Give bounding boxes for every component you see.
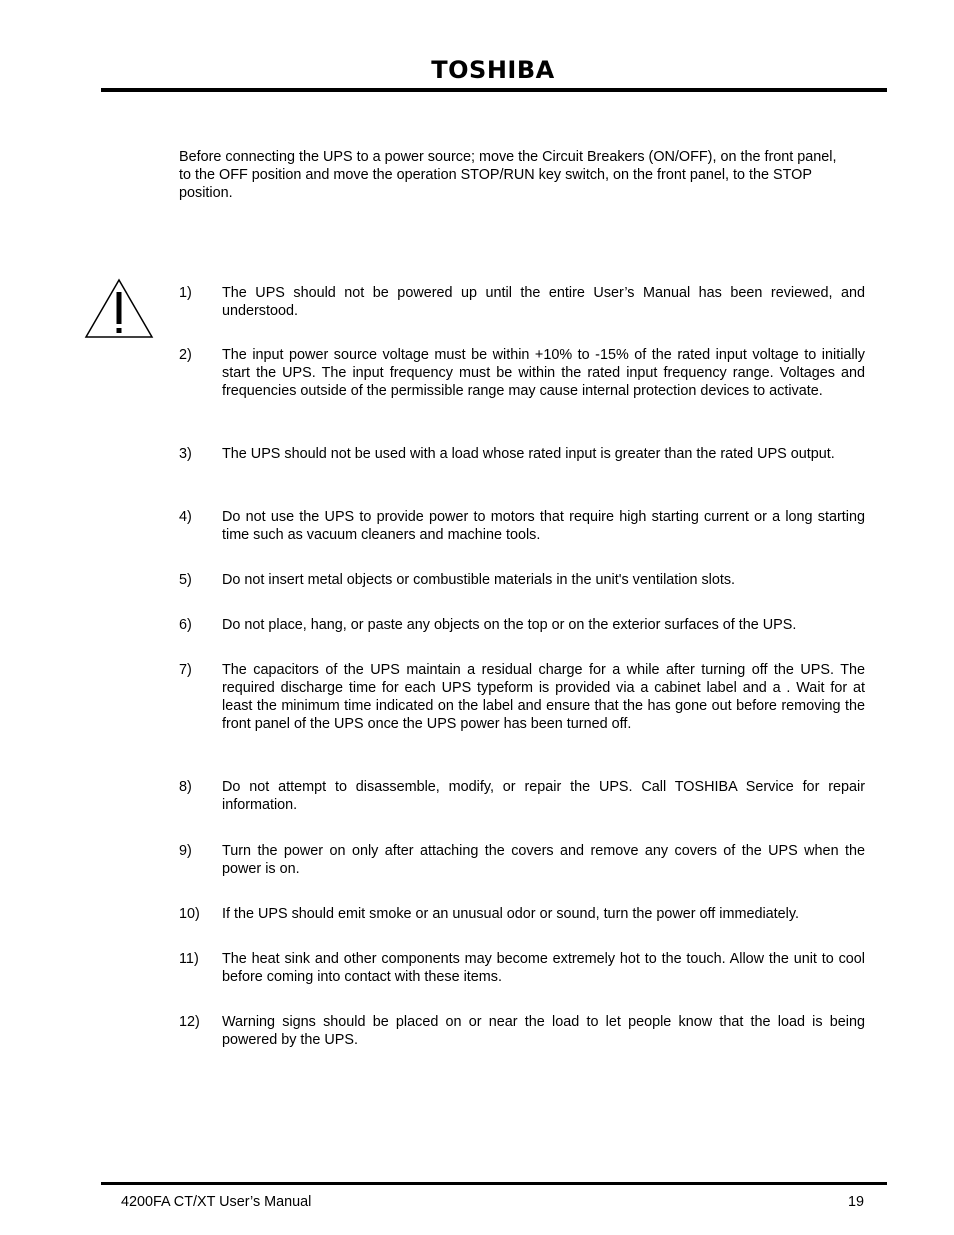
item-number: 10) (179, 906, 200, 922)
footer-rule (101, 1182, 887, 1185)
item-text: The UPS should not be powered up until the entire User’s Manual has been reviewed, and understood. (222, 285, 865, 319)
footer-manual-title: 4200FA CT/XT User’s Manual (121, 1194, 312, 1210)
item-text: The UPS should not be used with a load whose rated input is greater than the rated UPS output. (222, 446, 835, 462)
item-number: 3) (179, 446, 192, 462)
item-text: Do not insert metal objects or combustible materials in the unit's ventilation slots. (222, 572, 736, 588)
header-rule (101, 88, 887, 92)
intro-paragraph: Before connecting the UPS to a power source; move the Circuit Breakers (ON/OFF), on the front panel, to the OFF position and move the operation STOP/RUN key switch, on the front panel, to the STOP position. (179, 149, 837, 201)
item-number: 9) (179, 843, 192, 859)
toshiba-logo: TOSHIBA (431, 56, 555, 84)
item-text: Do not use the UPS to provide power to motors that require high starting current or a long starting time such as vacuum cleaners and machine tools. (222, 509, 865, 543)
item-number: 7) (179, 662, 192, 678)
item-number: 1) (179, 285, 192, 301)
item-text: If the UPS should emit smoke or an unusual odor or sound, turn the power off immediately. (222, 906, 799, 922)
item-number: 6) (179, 617, 192, 633)
item-text: The input power source voltage must be within +10% to -15% of the rated input voltage to initially start the UPS. The input frequency must be within the rated input frequency range. Voltages and frequencies outside of the permissible range may cause internal protection devices to activate. (222, 347, 865, 399)
item-number: 4) (179, 509, 192, 525)
item-number: 8) (179, 779, 192, 795)
item-text: Do not attempt to disassemble, modify, or repair the UPS. Call TOSHIBA Service for repair information. (222, 779, 865, 813)
item-text: Warning signs should be placed on or near the load to let people know that the load is being powered by the UPS. (222, 1014, 865, 1048)
page-number: 19 (847, 1194, 864, 1210)
caution-triangle-icon (84, 278, 154, 340)
item-number: 12) (179, 1014, 200, 1030)
item-text: Do not place, hang, or paste any objects on the top or on the exterior surfaces of the UPS. (222, 617, 797, 633)
item-number: 11) (179, 951, 199, 967)
item-text: Turn the power on only after attaching the covers and remove any covers of the UPS when the power is on. (222, 843, 865, 877)
item-text: The heat sink and other components may become extremely hot to the touch. Allow the unit to cool before coming into contact with these items. (222, 951, 865, 985)
item-number: 5) (179, 572, 192, 588)
item-text: The capacitors of the UPS maintain a residual charge for a while after turning off the UPS. The required discharge time for each UPS typeform is provided via a cabinet label and a . Wait for at least the minimum time indicated on the label and ensure that the has gone out before removing the front panel of the UPS once the UPS power has been turned off. (222, 662, 865, 732)
item-number: 2) (179, 347, 192, 363)
